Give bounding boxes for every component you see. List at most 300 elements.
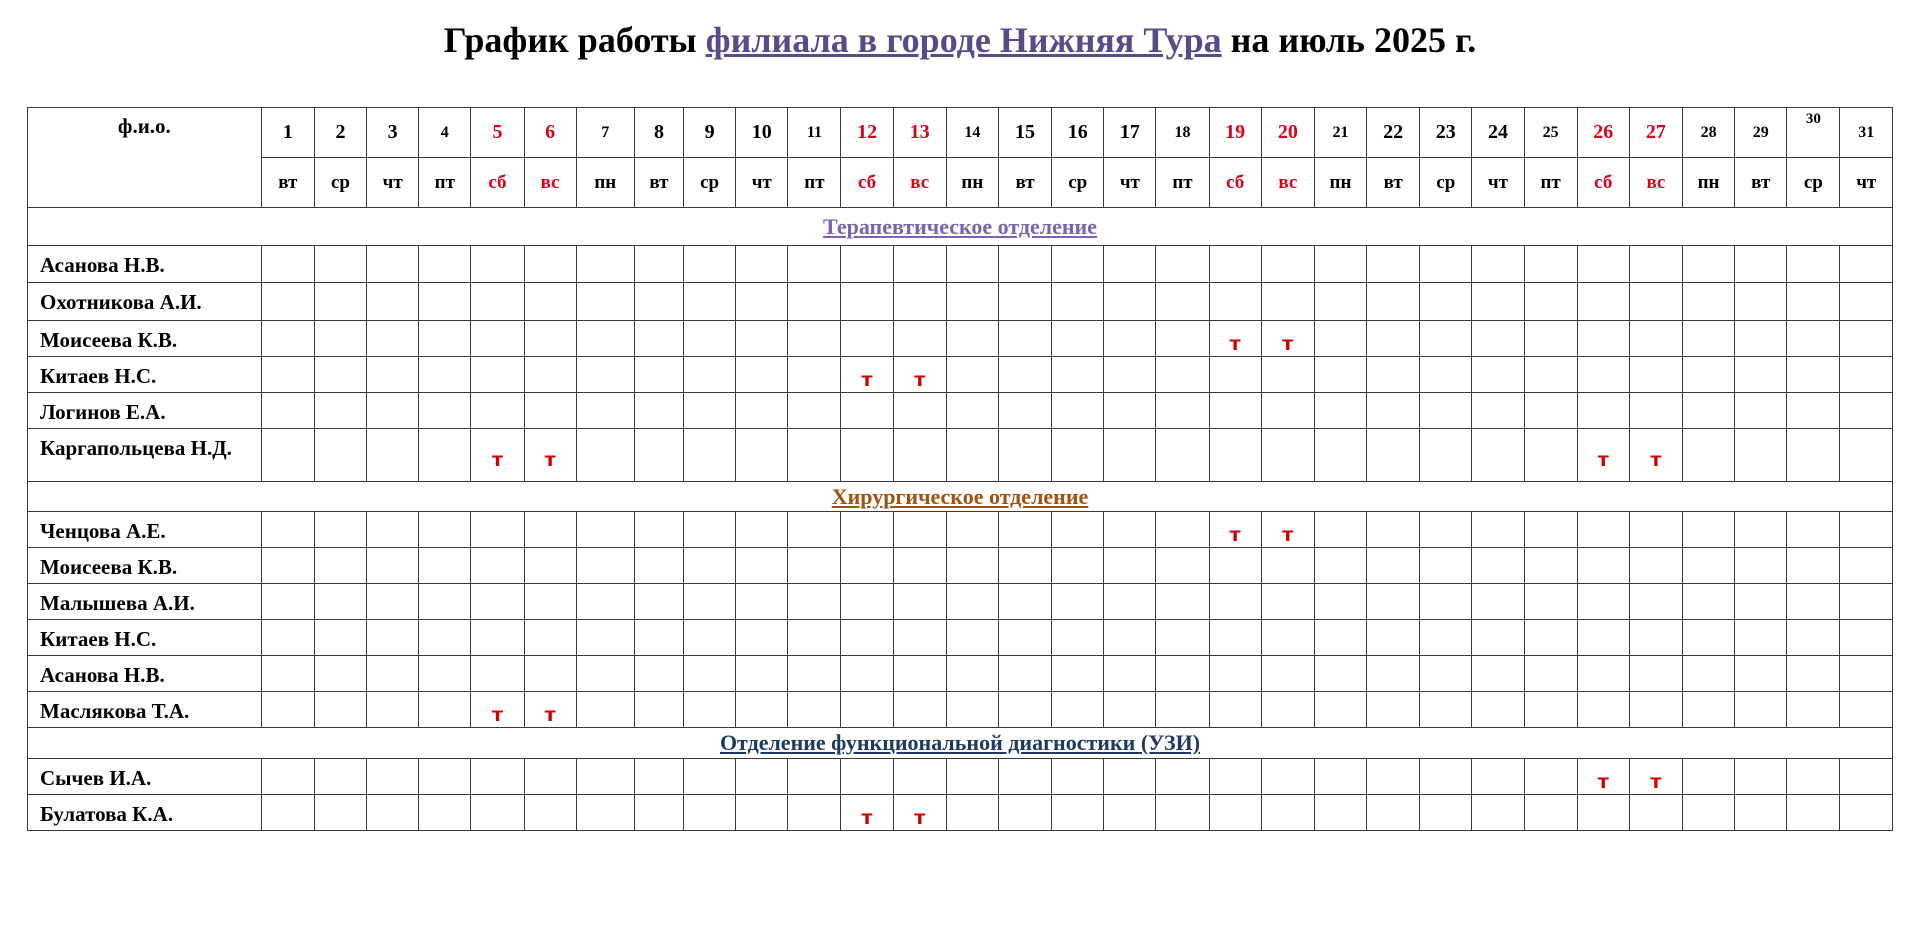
day-cell[interactable] — [1367, 393, 1420, 429]
day-cell[interactable] — [261, 795, 314, 831]
day-cell[interactable] — [1314, 357, 1366, 393]
day-cell[interactable] — [1787, 795, 1840, 831]
day-cell[interactable] — [1104, 620, 1156, 656]
day-cell[interactable] — [576, 357, 634, 393]
day-cell[interactable] — [998, 512, 1051, 548]
day-cell[interactable] — [314, 512, 366, 548]
day-cell[interactable] — [634, 656, 683, 692]
day-cell[interactable] — [893, 246, 946, 283]
day-cell[interactable] — [998, 584, 1051, 620]
day-cell[interactable] — [1261, 246, 1314, 283]
day-cell[interactable] — [893, 429, 946, 482]
day-cell[interactable] — [634, 512, 683, 548]
day-cell[interactable] — [634, 246, 683, 283]
day-cell[interactable] — [1472, 321, 1524, 357]
day-cell[interactable] — [788, 246, 841, 283]
day-cell[interactable] — [684, 795, 736, 831]
day-cell[interactable] — [684, 656, 736, 692]
day-cell[interactable] — [1156, 759, 1209, 795]
day-cell[interactable] — [1420, 357, 1472, 393]
day-cell[interactable] — [1472, 759, 1524, 795]
day-cell[interactable] — [367, 283, 419, 321]
day-cell[interactable] — [1367, 321, 1420, 357]
day-cell[interactable] — [1787, 246, 1840, 283]
day-cell[interactable] — [1314, 429, 1366, 482]
day-cell[interactable] — [1524, 584, 1577, 620]
day-cell[interactable] — [367, 584, 419, 620]
day-cell[interactable] — [634, 692, 683, 728]
day-cell[interactable] — [1629, 620, 1682, 656]
day-cell[interactable] — [788, 620, 841, 656]
day-cell[interactable] — [1840, 548, 1893, 584]
day-cell[interactable] — [1314, 656, 1366, 692]
day-cell[interactable] — [946, 321, 998, 357]
day-cell[interactable] — [471, 357, 524, 393]
day-cell[interactable] — [841, 357, 893, 393]
day-cell[interactable] — [1735, 795, 1787, 831]
day-cell[interactable] — [1156, 795, 1209, 831]
day-cell[interactable] — [1682, 584, 1734, 620]
day-cell[interactable] — [1787, 429, 1840, 482]
day-cell[interactable] — [1577, 283, 1629, 321]
day-cell[interactable] — [1209, 393, 1261, 429]
day-cell[interactable] — [893, 584, 946, 620]
day-cell[interactable] — [1524, 429, 1577, 482]
day-cell[interactable] — [1787, 357, 1840, 393]
day-cell[interactable] — [576, 692, 634, 728]
day-cell[interactable] — [1577, 548, 1629, 584]
day-cell[interactable] — [736, 357, 788, 393]
day-cell[interactable] — [1209, 357, 1261, 393]
day-cell[interactable] — [1420, 584, 1472, 620]
day-cell[interactable] — [1314, 548, 1366, 584]
day-cell[interactable] — [419, 620, 471, 656]
day-cell[interactable] — [998, 620, 1051, 656]
day-cell[interactable] — [1052, 584, 1104, 620]
day-cell[interactable] — [1735, 429, 1787, 482]
day-cell[interactable] — [1629, 512, 1682, 548]
day-cell[interactable] — [419, 512, 471, 548]
day-cell[interactable] — [261, 584, 314, 620]
day-cell[interactable] — [1367, 759, 1420, 795]
day-cell[interactable] — [1104, 246, 1156, 283]
day-cell[interactable] — [1367, 548, 1420, 584]
day-cell[interactable] — [1156, 656, 1209, 692]
day-cell[interactable] — [684, 620, 736, 656]
day-cell[interactable] — [1524, 759, 1577, 795]
day-cell[interactable] — [788, 283, 841, 321]
day-cell[interactable] — [576, 512, 634, 548]
day-cell[interactable] — [1840, 246, 1893, 283]
day-cell[interactable] — [1787, 393, 1840, 429]
day-cell[interactable] — [419, 548, 471, 584]
day-cell[interactable] — [1472, 512, 1524, 548]
day-cell[interactable] — [1787, 321, 1840, 357]
day-cell[interactable] — [261, 357, 314, 393]
day-cell[interactable] — [1629, 357, 1682, 393]
day-cell[interactable] — [893, 357, 946, 393]
day-cell[interactable] — [998, 321, 1051, 357]
day-cell[interactable] — [998, 246, 1051, 283]
day-cell[interactable] — [1209, 512, 1261, 548]
day-cell[interactable] — [314, 656, 366, 692]
day-cell[interactable] — [314, 795, 366, 831]
day-cell[interactable] — [1314, 321, 1366, 357]
day-cell[interactable] — [1420, 512, 1472, 548]
day-cell[interactable] — [841, 283, 893, 321]
day-cell[interactable] — [1052, 795, 1104, 831]
day-cell[interactable] — [1472, 620, 1524, 656]
day-cell[interactable] — [1261, 795, 1314, 831]
day-cell[interactable] — [736, 393, 788, 429]
day-cell[interactable] — [1472, 429, 1524, 482]
day-cell[interactable] — [471, 692, 524, 728]
day-cell[interactable] — [946, 795, 998, 831]
day-cell[interactable] — [1577, 357, 1629, 393]
day-cell[interactable] — [1629, 283, 1682, 321]
day-cell[interactable] — [1209, 321, 1261, 357]
day-cell[interactable] — [634, 584, 683, 620]
day-cell[interactable] — [893, 393, 946, 429]
day-cell[interactable] — [1052, 321, 1104, 357]
day-cell[interactable] — [1209, 584, 1261, 620]
day-cell[interactable] — [1840, 795, 1893, 831]
day-cell[interactable] — [1156, 393, 1209, 429]
day-cell[interactable] — [1682, 759, 1734, 795]
day-cell[interactable] — [1104, 283, 1156, 321]
day-cell[interactable] — [1787, 656, 1840, 692]
day-cell[interactable] — [1472, 795, 1524, 831]
day-cell[interactable] — [998, 283, 1051, 321]
day-cell[interactable] — [1156, 246, 1209, 283]
day-cell[interactable] — [576, 795, 634, 831]
day-cell[interactable] — [1420, 321, 1472, 357]
day-cell[interactable] — [1472, 548, 1524, 584]
day-cell[interactable] — [1052, 283, 1104, 321]
day-cell[interactable] — [1682, 512, 1734, 548]
day-cell[interactable] — [1682, 656, 1734, 692]
day-cell[interactable] — [419, 321, 471, 357]
day-cell[interactable] — [1840, 393, 1893, 429]
day-cell[interactable] — [1420, 393, 1472, 429]
day-cell[interactable] — [314, 283, 366, 321]
day-cell[interactable] — [576, 584, 634, 620]
day-cell[interactable] — [1787, 512, 1840, 548]
day-cell[interactable] — [1629, 656, 1682, 692]
day-cell[interactable] — [736, 246, 788, 283]
day-cell[interactable] — [1840, 656, 1893, 692]
day-cell[interactable] — [1420, 656, 1472, 692]
day-cell[interactable] — [1629, 759, 1682, 795]
day-cell[interactable] — [1367, 429, 1420, 482]
day-cell[interactable] — [1104, 393, 1156, 429]
day-cell[interactable] — [1052, 429, 1104, 482]
day-cell[interactable] — [576, 759, 634, 795]
day-cell[interactable] — [1682, 692, 1734, 728]
day-cell[interactable] — [471, 584, 524, 620]
day-cell[interactable] — [1682, 548, 1734, 584]
day-cell[interactable] — [524, 584, 576, 620]
day-cell[interactable] — [1420, 429, 1472, 482]
day-cell[interactable] — [1156, 512, 1209, 548]
day-cell[interactable] — [1472, 393, 1524, 429]
day-cell[interactable] — [261, 393, 314, 429]
day-cell[interactable] — [1314, 512, 1366, 548]
day-cell[interactable] — [1367, 584, 1420, 620]
day-cell[interactable] — [1472, 656, 1524, 692]
day-cell[interactable] — [1472, 357, 1524, 393]
day-cell[interactable] — [1052, 246, 1104, 283]
day-cell[interactable] — [1524, 321, 1577, 357]
day-cell[interactable] — [946, 548, 998, 584]
day-cell[interactable] — [1052, 692, 1104, 728]
day-cell[interactable] — [736, 620, 788, 656]
day-cell[interactable] — [1367, 246, 1420, 283]
day-cell[interactable] — [1735, 357, 1787, 393]
day-cell[interactable] — [684, 321, 736, 357]
day-cell[interactable] — [736, 548, 788, 584]
day-cell[interactable] — [576, 429, 634, 482]
day-cell[interactable] — [471, 795, 524, 831]
day-cell[interactable] — [1735, 620, 1787, 656]
day-cell[interactable] — [1104, 357, 1156, 393]
day-cell[interactable] — [1104, 692, 1156, 728]
day-cell[interactable] — [1367, 283, 1420, 321]
day-cell[interactable] — [946, 584, 998, 620]
day-cell[interactable] — [1420, 692, 1472, 728]
day-cell[interactable] — [471, 246, 524, 283]
day-cell[interactable] — [841, 246, 893, 283]
day-cell[interactable] — [736, 283, 788, 321]
day-cell[interactable] — [1524, 512, 1577, 548]
day-cell[interactable] — [1156, 429, 1209, 482]
day-cell[interactable] — [1629, 584, 1682, 620]
day-cell[interactable] — [1840, 692, 1893, 728]
day-cell[interactable] — [946, 357, 998, 393]
day-cell[interactable] — [1787, 620, 1840, 656]
day-cell[interactable] — [684, 548, 736, 584]
day-cell[interactable] — [1314, 283, 1366, 321]
day-cell[interactable] — [261, 692, 314, 728]
day-cell[interactable] — [946, 692, 998, 728]
day-cell[interactable] — [1209, 795, 1261, 831]
day-cell[interactable] — [1052, 357, 1104, 393]
day-cell[interactable] — [893, 512, 946, 548]
day-cell[interactable] — [576, 246, 634, 283]
day-cell[interactable] — [1367, 656, 1420, 692]
day-cell[interactable] — [1682, 283, 1734, 321]
day-cell[interactable] — [1735, 656, 1787, 692]
day-cell[interactable] — [1156, 620, 1209, 656]
day-cell[interactable] — [893, 548, 946, 584]
day-cell[interactable] — [367, 393, 419, 429]
day-cell[interactable] — [1367, 692, 1420, 728]
day-cell[interactable] — [893, 692, 946, 728]
day-cell[interactable] — [1420, 548, 1472, 584]
day-cell[interactable] — [1682, 620, 1734, 656]
day-cell[interactable] — [1104, 795, 1156, 831]
day-cell[interactable] — [1577, 620, 1629, 656]
day-cell[interactable] — [893, 620, 946, 656]
day-cell[interactable] — [1156, 357, 1209, 393]
day-cell[interactable] — [1787, 283, 1840, 321]
day-cell[interactable] — [788, 759, 841, 795]
day-cell[interactable] — [841, 429, 893, 482]
day-cell[interactable] — [524, 620, 576, 656]
day-cell[interactable] — [1840, 512, 1893, 548]
day-cell[interactable] — [524, 759, 576, 795]
day-cell[interactable] — [1472, 246, 1524, 283]
day-cell[interactable] — [736, 584, 788, 620]
day-cell[interactable] — [1629, 795, 1682, 831]
day-cell[interactable] — [471, 656, 524, 692]
day-cell[interactable] — [1577, 246, 1629, 283]
day-cell[interactable] — [1261, 656, 1314, 692]
day-cell[interactable] — [1209, 283, 1261, 321]
day-cell[interactable] — [634, 283, 683, 321]
day-cell[interactable] — [261, 429, 314, 482]
day-cell[interactable] — [314, 759, 366, 795]
day-cell[interactable] — [1367, 795, 1420, 831]
day-cell[interactable] — [1261, 620, 1314, 656]
day-cell[interactable] — [1261, 321, 1314, 357]
day-cell[interactable] — [1052, 512, 1104, 548]
day-cell[interactable] — [1787, 548, 1840, 584]
day-cell[interactable] — [1682, 795, 1734, 831]
day-cell[interactable] — [1840, 321, 1893, 357]
day-cell[interactable] — [841, 795, 893, 831]
day-cell[interactable] — [998, 692, 1051, 728]
day-cell[interactable] — [1577, 429, 1629, 482]
day-cell[interactable] — [1629, 429, 1682, 482]
day-cell[interactable] — [524, 656, 576, 692]
day-cell[interactable] — [684, 393, 736, 429]
day-cell[interactable] — [261, 620, 314, 656]
day-cell[interactable] — [1577, 759, 1629, 795]
day-cell[interactable] — [1420, 620, 1472, 656]
day-cell[interactable] — [1735, 584, 1787, 620]
day-cell[interactable] — [736, 321, 788, 357]
day-cell[interactable] — [1682, 321, 1734, 357]
day-cell[interactable] — [946, 283, 998, 321]
day-cell[interactable] — [419, 246, 471, 283]
day-cell[interactable] — [1629, 321, 1682, 357]
day-cell[interactable] — [419, 357, 471, 393]
day-cell[interactable] — [788, 321, 841, 357]
day-cell[interactable] — [314, 321, 366, 357]
day-cell[interactable] — [1156, 692, 1209, 728]
day-cell[interactable] — [367, 429, 419, 482]
day-cell[interactable] — [946, 512, 998, 548]
day-cell[interactable] — [367, 692, 419, 728]
day-cell[interactable] — [1787, 759, 1840, 795]
day-cell[interactable] — [1261, 548, 1314, 584]
day-cell[interactable] — [841, 759, 893, 795]
day-cell[interactable] — [1261, 759, 1314, 795]
day-cell[interactable] — [1524, 357, 1577, 393]
day-cell[interactable] — [788, 357, 841, 393]
day-cell[interactable] — [1682, 429, 1734, 482]
day-cell[interactable] — [684, 584, 736, 620]
day-cell[interactable] — [576, 548, 634, 584]
day-cell[interactable] — [1367, 512, 1420, 548]
day-cell[interactable] — [634, 548, 683, 584]
day-cell[interactable] — [1787, 584, 1840, 620]
day-cell[interactable] — [893, 321, 946, 357]
day-cell[interactable] — [524, 357, 576, 393]
day-cell[interactable] — [946, 429, 998, 482]
day-cell[interactable] — [261, 246, 314, 283]
day-cell[interactable] — [1104, 429, 1156, 482]
day-cell[interactable] — [1682, 246, 1734, 283]
day-cell[interactable] — [576, 620, 634, 656]
day-cell[interactable] — [1524, 620, 1577, 656]
day-cell[interactable] — [1314, 759, 1366, 795]
day-cell[interactable] — [1735, 692, 1787, 728]
day-cell[interactable] — [946, 656, 998, 692]
day-cell[interactable] — [1052, 548, 1104, 584]
day-cell[interactable] — [367, 512, 419, 548]
day-cell[interactable] — [684, 512, 736, 548]
day-cell[interactable] — [261, 283, 314, 321]
day-cell[interactable] — [524, 246, 576, 283]
day-cell[interactable] — [419, 795, 471, 831]
day-cell[interactable] — [1156, 283, 1209, 321]
day-cell[interactable] — [1682, 393, 1734, 429]
day-cell[interactable] — [261, 656, 314, 692]
day-cell[interactable] — [1209, 246, 1261, 283]
day-cell[interactable] — [736, 656, 788, 692]
day-cell[interactable] — [1629, 548, 1682, 584]
day-cell[interactable] — [634, 321, 683, 357]
day-cell[interactable] — [1052, 393, 1104, 429]
day-cell[interactable] — [367, 357, 419, 393]
day-cell[interactable] — [841, 584, 893, 620]
day-cell[interactable] — [1840, 620, 1893, 656]
day-cell[interactable] — [1420, 283, 1472, 321]
day-cell[interactable] — [634, 357, 683, 393]
day-cell[interactable] — [1156, 548, 1209, 584]
day-cell[interactable] — [314, 357, 366, 393]
day-cell[interactable] — [736, 429, 788, 482]
day-cell[interactable] — [1840, 283, 1893, 321]
day-cell[interactable] — [736, 692, 788, 728]
day-cell[interactable] — [1524, 795, 1577, 831]
day-cell[interactable] — [1629, 393, 1682, 429]
day-cell[interactable] — [893, 795, 946, 831]
day-cell[interactable] — [788, 584, 841, 620]
day-cell[interactable] — [634, 795, 683, 831]
day-cell[interactable] — [314, 620, 366, 656]
day-cell[interactable] — [1524, 548, 1577, 584]
day-cell[interactable] — [788, 429, 841, 482]
day-cell[interactable] — [841, 548, 893, 584]
day-cell[interactable] — [1209, 759, 1261, 795]
day-cell[interactable] — [471, 393, 524, 429]
day-cell[interactable] — [314, 692, 366, 728]
day-cell[interactable] — [1577, 321, 1629, 357]
day-cell[interactable] — [1052, 620, 1104, 656]
day-cell[interactable] — [1367, 620, 1420, 656]
day-cell[interactable] — [841, 321, 893, 357]
day-cell[interactable] — [1840, 429, 1893, 482]
day-cell[interactable] — [576, 656, 634, 692]
day-cell[interactable] — [1420, 759, 1472, 795]
day-cell[interactable] — [314, 429, 366, 482]
day-cell[interactable] — [314, 584, 366, 620]
day-cell[interactable] — [1104, 584, 1156, 620]
day-cell[interactable] — [524, 321, 576, 357]
